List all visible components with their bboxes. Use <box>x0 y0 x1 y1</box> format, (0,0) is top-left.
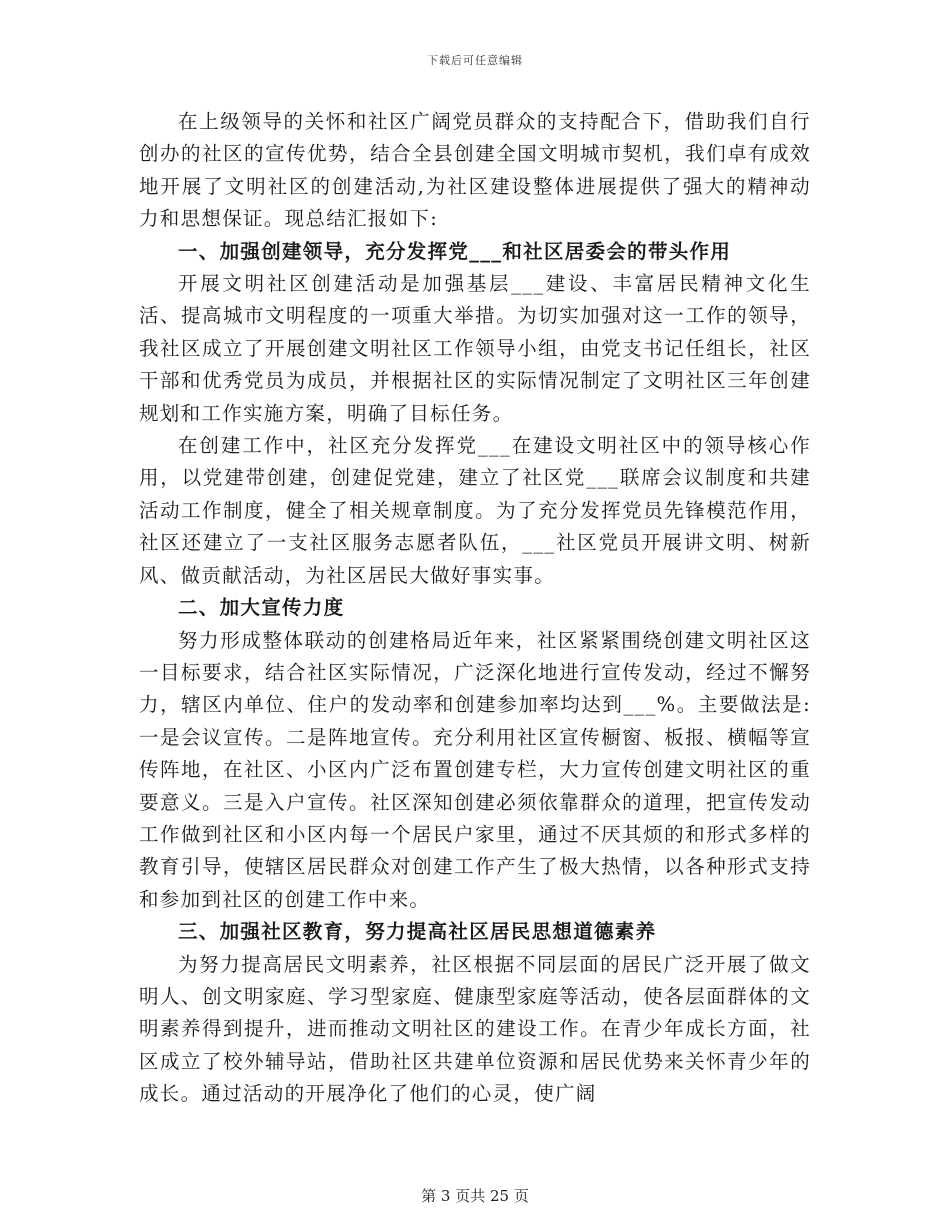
paragraph-education: 为努力提高居民文明素养，社区根据不同层面的居民广泛开展了做文明人、创文明家庭、学习型家庭、健康型家庭等活动，使各层面群体的文明素养得到提升，进而推动文明社区的建设工作。在青少年成长方面，社区成立了校外辅导站，借助社区共建单位资源和居民优势来关怀青少年的成长。通过活动的开展净化了他们的心灵，使广阔 <box>139 952 811 1106</box>
section-heading-2: 二、加大宣传力度 <box>178 596 345 620</box>
page-header-note: 下载后可任意编辑 <box>427 54 523 67</box>
document-body <box>139 106 811 1111</box>
section-heading-1: 一、加强创建领导，充分发挥党___和社区居委会的带头作用 <box>178 239 732 263</box>
paragraph-leadership: 开展文明社区创建活动是加强基层___建设、丰富居民精神文化生活、提高城市文明程度的一项重大举措。为切实加强对这一工作的领导，我社区成立了开展创建文明社区工作领导小组，由党支书记任组长，社区干部和优秀党员为成员，并根据社区的实际情况制定了文明社区三年创建规划和工作实施方案，明确了目标任务。 <box>139 272 811 425</box>
paragraph-party-role: 在创建工作中，社区充分发挥党___在建设文明社区中的领导核心作用，以党建带创建，创建促党建，建立了社区党___联席会议制度和共建活动工作制度，健全了相关规章制度。为了充分发挥党员先锋模范作用，社区还建立了一支社区服务志愿者队伍，___社区党员开展讲文明、树新风、做贡献活动，为社区居民大做好事实事。 <box>139 434 811 587</box>
paragraph-intro: 在上级领导的关怀和社区广阔党员群众的支持配合下，借助我们自行创办的社区的宣传优势，结合全县创建全国文明城市契机，我们卓有成效地开展了文明社区的创建活动,为社区建设整体进展提供了强大的精神动力和思想保证。现总结汇报如下: <box>139 110 811 231</box>
section-heading-3: 三、加强社区教育，努力提高社区居民思想道德素养 <box>178 920 657 944</box>
paragraph-publicity: 努力形成整体联动的创建格局近年来，社区紧紧围绕创建文明社区这一目标要求，结合社区实际情况，广泛深化地进行宣传发动，经过不懈努力，辖区内单位、住户的发动率和创建参加率均达到___%。主要做法是:一是会议宣传。二是阵地宣传。充分利用社区宣传橱窗、板报、横幅等宣传阵地，在社区、小区内广泛布置创建专栏，大力宣传创建文明社区的重要意义。三是入户宣传。社区深知创建必须依靠群众的道理，把宣传发动工作做到社区和小区内每一个居民户家里，通过不厌其烦的和形式多样的教育引导，使辖区居民群众对创建工作产生了极大热情，以各种形式支持和参加到社区的创建工作中来。 <box>139 628 811 911</box>
page-number: 第 3 页共 25 页 <box>421 1187 529 1205</box>
